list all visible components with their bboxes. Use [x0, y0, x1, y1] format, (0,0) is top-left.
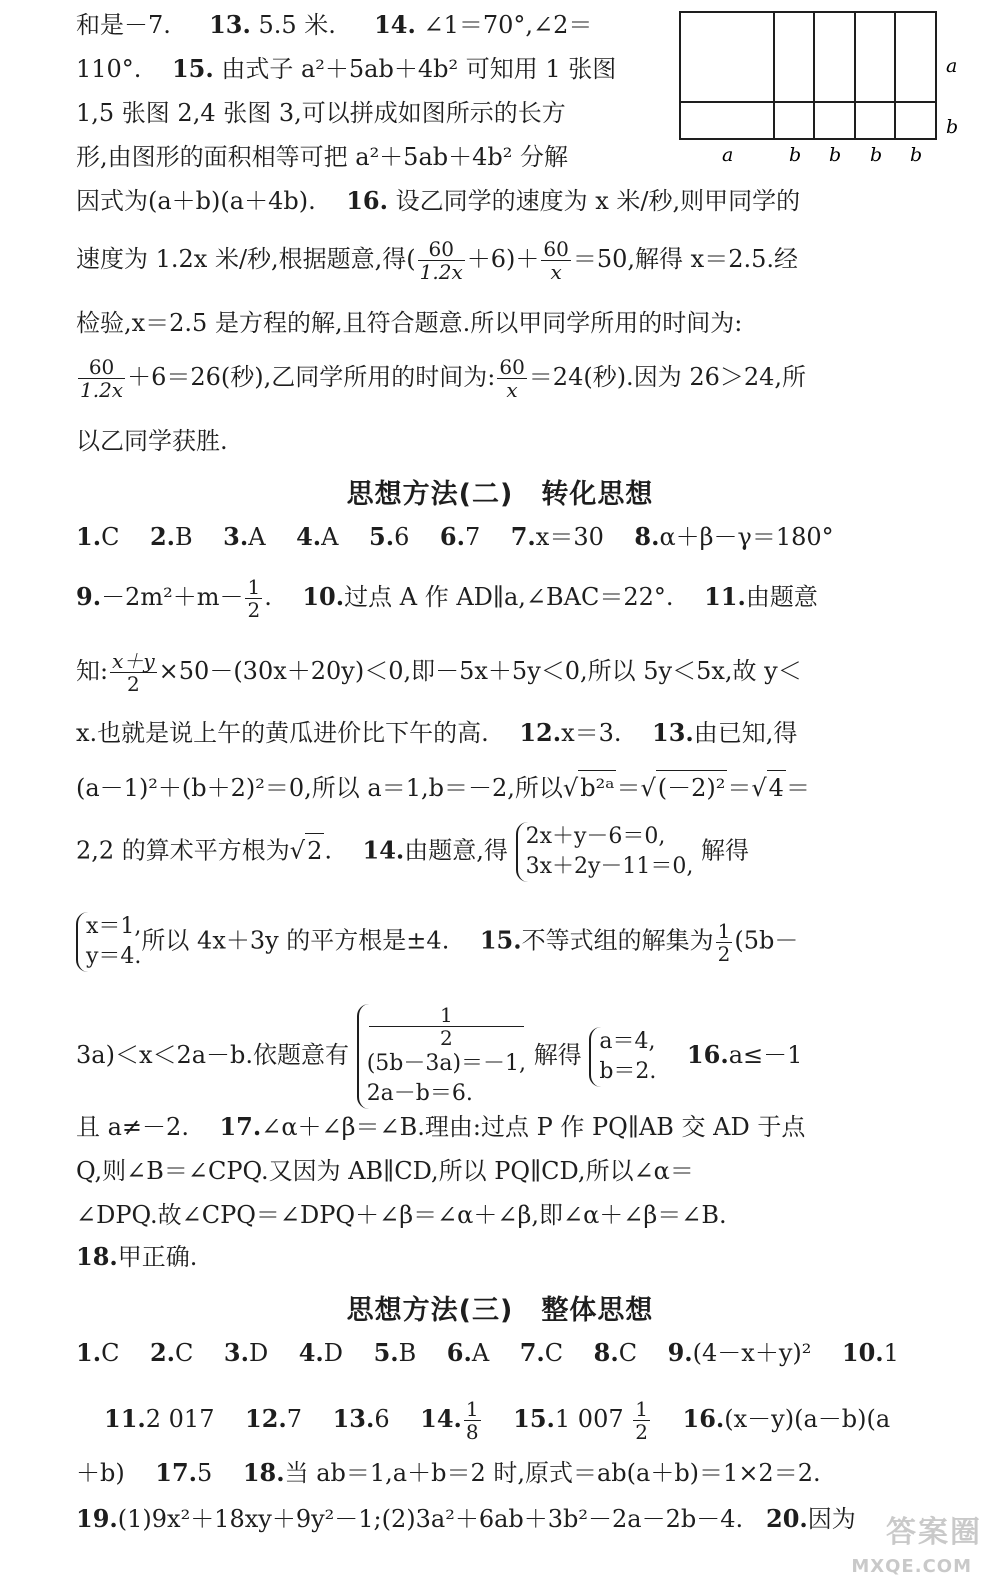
equation-system: a＝4, b＝2.	[589, 1027, 656, 1087]
fraction: $\frac{60}{1.2x}$	[419, 237, 463, 284]
text-line: 19.(1)9x²＋18xy＋9y²－1;(2)3a²＋6ab＋3b²－2a－2b－4. 20.因为	[76, 1504, 856, 1533]
label-a-right: a	[946, 55, 958, 77]
equation-system: 2x＋y－6＝0, 3x＋2y－11＝0,	[516, 822, 694, 882]
text-line: x.也就是说上午的黄瓜进价比下午的高. 12.x＝3. 13.由已知,得	[76, 718, 798, 747]
label-b-bottom-4: b	[910, 144, 923, 166]
fraction: $\frac{60}{x}$	[543, 237, 569, 284]
text-line: 速度为 1.2x 米/秒,根据题意,得( $\frac{60}{1.2x}$ ＋6)＋ $\frac{60}{x}$ ＝50,解得 x＝2.5.经	[76, 237, 798, 284]
fraction: $\frac{60}{x}$	[499, 355, 525, 402]
text-line: 2,2 的算术平方根为√2. 14.由题意,得 2x＋y－6＝0, 3x＋2y－11＝0, 解得	[76, 822, 749, 882]
equation-system: 1 2 (5b－3a)＝－1, 2a－b＝6.	[357, 1004, 526, 1109]
label-b-bottom-2: b	[829, 144, 842, 166]
text-line: 和是－7. 13. 5.5 米. 14. ∠1＝70°,∠2＝	[76, 10, 593, 39]
text-line: ＋b) 17.5 18.当 ab＝1,a＋b＝2 时,原式＝ab(a＋b)＝1×2＝2.	[76, 1458, 821, 1487]
text-line: 1,5 张图 2,4 张图 3,可以拼成如图所示的长方	[76, 99, 566, 127]
text-line: Q,则∠B＝∠CPQ.又因为 AB∥CD,所以 PQ∥CD,所以∠α＝	[76, 1157, 694, 1185]
text-line: x＝1, y＝4. 所以 4x＋3y 的平方根是±4. 15.不等式组的解集为 $\frac{1}{2}$ (5b－	[76, 912, 798, 972]
text-line: 形,由图形的面积相等可把 a²＋5ab＋4b² 分解	[76, 143, 569, 171]
question-number: 14.	[374, 10, 416, 39]
label-a-bottom: a	[722, 144, 734, 166]
text-line: 110°. 15. 由式子 a²＋5ab＋4b² 可知用 1 张图	[76, 54, 617, 83]
text-line: 以乙同学获胜.	[76, 427, 228, 455]
section-title: 思想方法(三) 整体思想	[346, 1295, 654, 1326]
outer-rectangle	[680, 12, 936, 139]
text-line: 因式为(a＋b)(a＋4b). 16. 设乙同学的速度为 x 米/秒,则甲同学的	[76, 186, 801, 215]
question-number: 15.	[171, 54, 214, 83]
text-line: $\frac{60}{1.2x}$ ＋6＝26(秒),乙同学所用的时间为: $\frac{60}{x}$ ＝24(秒).因为 26＞24,所	[80, 355, 807, 402]
text-line: 检验,x＝2.5 是方程的解,且符合题意.所以甲同学所用的时间为:	[76, 309, 743, 337]
fraction: $\frac{1}{2}$	[247, 575, 261, 622]
text-line: 9.－2m²＋m－ $\frac{1}{2}$ . 10.过点 A 作 AD∥a,∠BAC＝22°. 11.由题意	[76, 575, 818, 622]
text-line: ∠DPQ.故∠CPQ＝∠DPQ＋∠β＝∠α＋∠β,即∠α＋∠β＝∠B.	[76, 1201, 727, 1229]
section-title: 思想方法(二) 转化思想	[346, 479, 654, 510]
text-line: (a－1)²＋(b＋2)²＝0,所以 a＝1,b＝－2,所以√b²ᵃ＝√(－2)²＝√4＝	[76, 770, 810, 805]
text-line: 且 a≠－2. 17.∠α＋∠β＝∠B.理由:过点 P 作 PQ∥AB 交 AD 于点	[76, 1112, 806, 1141]
fraction: $\frac{60}{1.2x}$	[80, 355, 124, 402]
fraction: $\frac{1}{8}$	[465, 1397, 479, 1444]
label-b-bottom-1: b	[789, 144, 802, 166]
fraction: $\frac{x+y}{2}$	[112, 649, 155, 696]
text-line: 18.甲正确.	[76, 1242, 198, 1271]
answer-row: 1.C 2.C 3.D 4.D 5.B 6.A 7.C 8.C 9.(4－x＋y)² 10.1	[76, 1338, 899, 1367]
text-line: 知: $\frac{x+y}{2}$ ×50－(30x＋20y)＜0,即－5x＋5y＜0,所以 5y＜5x,故 y＜	[76, 649, 802, 696]
watermark-logo: 答案圈 MXQE.COM	[851, 1515, 982, 1577]
fraction: $\frac{1}{2}$	[717, 918, 731, 966]
equation-system: x＝1, y＝4.	[76, 912, 141, 972]
question-number: 13.	[209, 10, 251, 39]
label-b-right: b	[946, 116, 959, 138]
rectangle-tiling-figure	[678, 10, 968, 170]
answer-row: 1.C 2.B 3.A 4.A 5.6 6.7 7.x＝30 8.α＋β－γ＝180°	[76, 522, 834, 551]
question-number: 16.	[346, 186, 388, 215]
fraction: $\frac{1}{2}$	[635, 1397, 648, 1444]
label-b-bottom-3: b	[870, 144, 883, 166]
text-line: 3a)＜x＜2a－b.依题意有 1 2 (5b－3a)＝－1, 2a－b＝6. 解得 a＝4, b＝2. 16.a≤－1	[76, 1004, 802, 1109]
answer-row: 11.2 017 12.7 13.6 14. $\frac{1}{8}$ 15.1 007 $\frac{1}{2}$ 16.(x－y)(a－b)(a	[104, 1397, 891, 1444]
